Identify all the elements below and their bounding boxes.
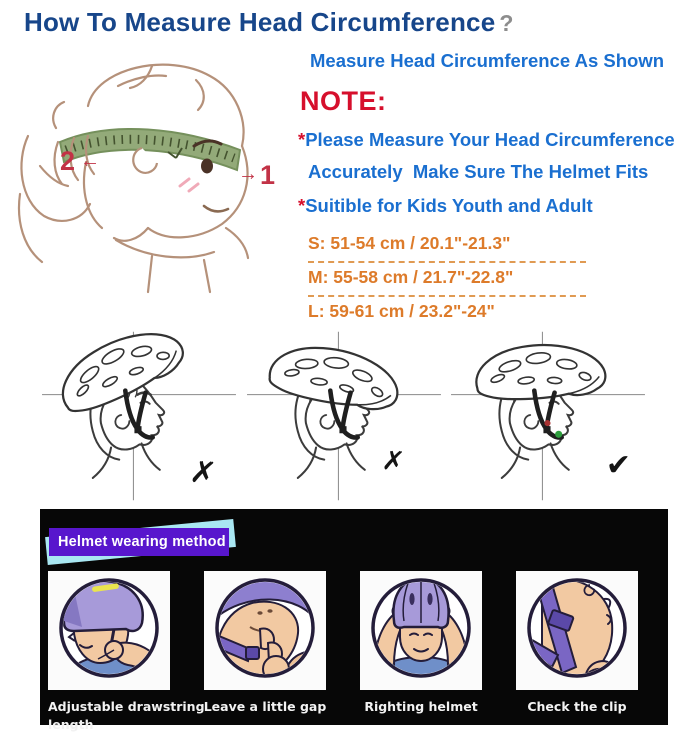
size-row-small: S: 51-54 cm / 20.1"-21.3" [308, 229, 586, 263]
shown-line: Measure Head Circumference As Shown [310, 50, 665, 71]
step-righting-helmet [360, 571, 482, 733]
check-mark-icon: ✔ [605, 448, 631, 483]
banner-title: Helmet wearing method [49, 528, 229, 556]
leave-gap-illustration [204, 571, 326, 690]
fit-figure-tilted-back [40, 329, 238, 503]
measuring-hand [19, 102, 94, 262]
size-row-large: L: 59-61 cm / 23.2"-24" [308, 301, 495, 321]
question-mark: ? [499, 10, 514, 36]
tape-label-2: 2 [60, 146, 76, 176]
note-line-1: *Please Measure Your Head Circumference [298, 129, 675, 150]
note-line-3: *Suitible for Kids Youth and Adult [298, 195, 593, 216]
method-banner [49, 528, 229, 556]
step-card [360, 571, 482, 690]
asterisk: * [298, 129, 306, 150]
asterisk: * [298, 195, 306, 216]
page-title [0, 0, 679, 38]
left-arrow-icon: ← [80, 150, 100, 172]
wrong-mark-icon: ✗ [187, 453, 219, 493]
fit-figure-tilted-forward [245, 329, 443, 503]
note-label: NOTE: [300, 86, 387, 116]
top-section [0, 44, 679, 329]
size-row-medium: M: 55-58 cm / 21.7"-22.8" [308, 263, 586, 297]
method-steps-row [48, 571, 638, 733]
adjust-drawstring-illustration [48, 571, 170, 690]
step-check-clip [516, 571, 638, 733]
step-card [204, 571, 326, 690]
step-caption: Leave a little gap [203, 699, 327, 714]
strap-green-dot [555, 431, 562, 438]
step-adjust-drawstring [48, 571, 205, 733]
notes-column [292, 44, 679, 329]
helmet-tilted-forward-illustration [245, 329, 443, 503]
measure-head-illustration [0, 44, 292, 296]
righting-helmet-illustration [360, 571, 482, 690]
fit-figure-correct [449, 329, 647, 503]
check-clip-illustration [516, 571, 638, 690]
baby-head-sketch [84, 65, 248, 292]
size-chart [308, 229, 586, 329]
tape-label-1: 1 [260, 160, 276, 190]
wearing-method-panel [40, 509, 668, 732]
step-caption: Righting helmet [364, 699, 478, 714]
strap-red-dot [544, 420, 550, 426]
note-line-2: Accurately Make Sure The Helmet Fits [308, 161, 649, 182]
right-arrow-icon: → [238, 163, 258, 185]
wrong-mark-icon: ✗ [380, 444, 407, 479]
step-leave-gap [204, 571, 326, 733]
page-title-text: How To Measure Head Circumference [24, 7, 496, 37]
step-caption: Adjustable drawstring length [48, 699, 205, 732]
step-card [516, 571, 638, 690]
step-card [48, 571, 170, 690]
step-caption: Check the clip [527, 699, 627, 714]
helmet-fit-section [0, 329, 679, 505]
